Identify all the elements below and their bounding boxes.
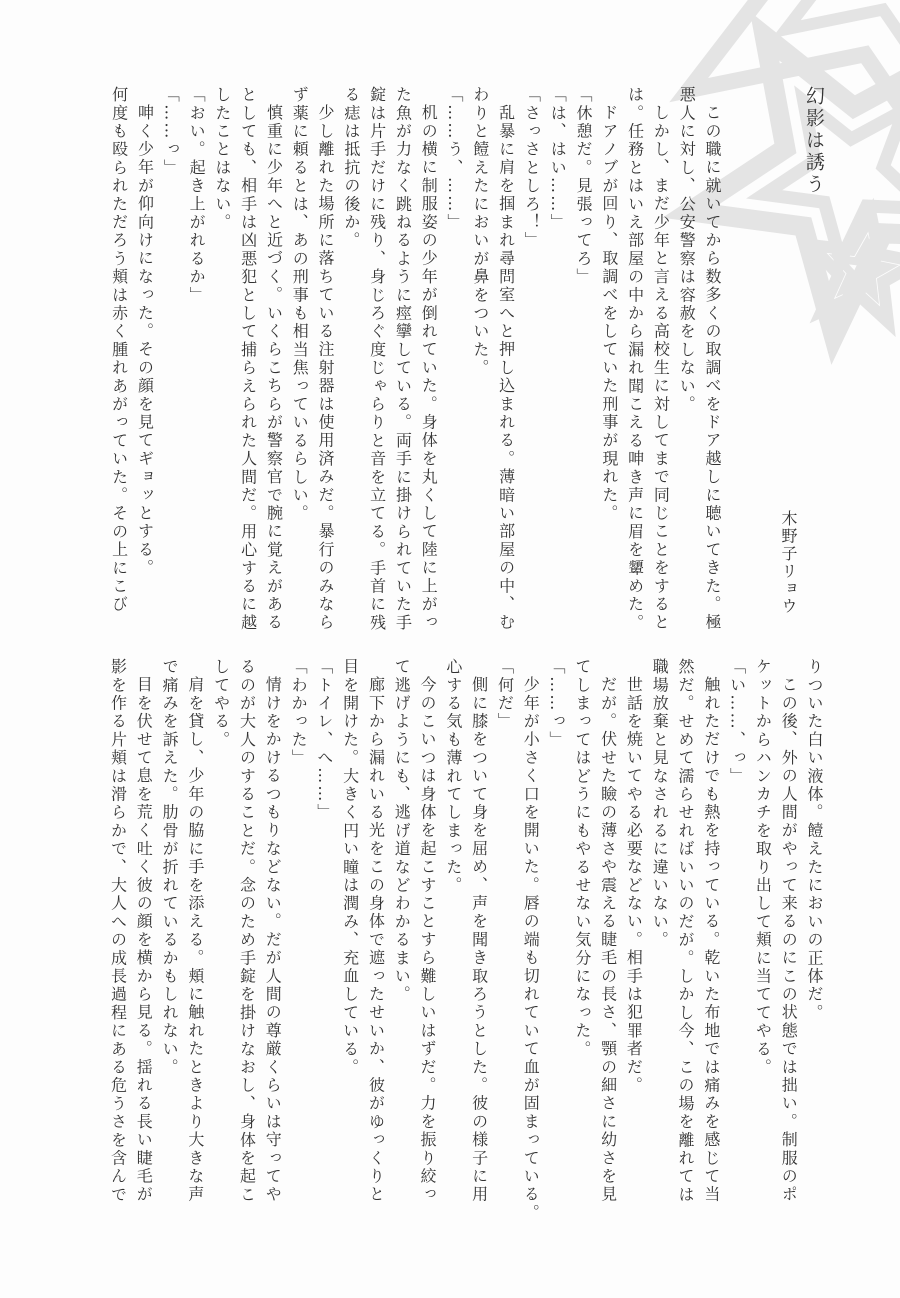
text-line: ケットからハンカチを取り出して頬に当ててやる。 xyxy=(753,658,773,1077)
text-line: 目を開けた。大きく円い瞳は潤み、充血している。 xyxy=(340,658,360,1077)
text-line: 触れただけでも熱を持っている。乾いた布地では痛みを感じて当 xyxy=(701,676,721,1204)
text-line: 影を作る片頬は滑らかで、大人への成長過程にある危うさを含んで xyxy=(108,658,128,1204)
text-line: ドアノブが回り、取調べをしていた刑事が現れた。 xyxy=(599,104,619,523)
text-line: わりと饐えたにおいが鼻をついた。 xyxy=(470,86,490,378)
body-text-top xyxy=(106,86,725,632)
text-line: 「さっさとしろ！」 xyxy=(522,86,542,250)
text-line: この後、外の人間がやって来るのにこの状態では拙い。制服のポ xyxy=(779,676,799,1204)
text-line: 肩を貸し、少年の脇に手を添える。頬に触れたときより大きな声 xyxy=(185,676,205,1204)
text-line: 「……う、……」 xyxy=(445,86,465,232)
text-line: 心する気も薄れてしまった。 xyxy=(443,658,463,895)
text-block-top xyxy=(106,86,827,632)
text-line: 乱暴に肩を掴まれ尋問室へと押し込まれる。薄暗い部屋の中、む xyxy=(496,104,516,632)
text-line: りついた白い液体。饐えたにおいの正体だ。 xyxy=(805,658,824,1022)
text-line: 慎重に少年へと近づく。いくらこちらが警察官で腕に覚えがある xyxy=(264,104,284,632)
text-line: 「い……、っ」 xyxy=(727,658,747,786)
text-line: してやる。 xyxy=(211,658,231,749)
text-line: て逃げようにも、逃げ道などわかるまい。 xyxy=(392,658,412,1004)
text-line: 今のこいつは身体を起こすことすら難しいはずだ。力を振り絞っ xyxy=(418,676,438,1204)
text-line: る痣は抵抗の後か。 xyxy=(341,86,361,250)
body-text-bottom xyxy=(105,658,827,1222)
text-line: 呻く少年が仰向けになった。その顔を見てギョッとする。 xyxy=(135,104,155,578)
author-name: 木野子リョウ xyxy=(779,510,798,615)
text-line: 少年が小さく口を開いた。唇の端も切れていて血が固まっている。 xyxy=(521,676,541,1222)
text-line: 世話を焼いてやる必要などない。相手は犯罪者だ。 xyxy=(624,676,644,1095)
text-line: た魚が力なく跳ねるように痙攣している。両手に掛けられていた手 xyxy=(393,86,413,632)
text-line: てしまってはどうにもやるせない気分になった。 xyxy=(572,658,592,1059)
text-line: 情けをかけるつもりなどない。だが人間の尊厳くらいは守ってや xyxy=(263,676,283,1204)
text-line: ず薬に頼るとは、あの刑事も相当焦っているらしい。 xyxy=(290,86,310,523)
text-line: しかし、まだ少年と言える高校生に対してまで同じことをすると xyxy=(651,104,671,632)
text-line: で痛みを訴えた。肋骨が折れているかもしれない。 xyxy=(160,658,180,1077)
text-line: 「……っ」 xyxy=(161,86,181,177)
text-line: 少し離れた場所に落ちている注射器は使用済みだ。暴行のみなら xyxy=(316,104,336,632)
text-line: は。任務とはいえ部屋の中から漏れ聞こえる呻き声に眉を顰めた。 xyxy=(625,86,645,632)
text-line: 「おい。起き上がれるか」 xyxy=(187,86,207,305)
text-line: だが。伏せた瞼の薄さや震える睫毛の長さ、顎の細さに幼さを見 xyxy=(598,676,618,1204)
text-line: 机の横に制服姿の少年が倒れていた。身体を丸くして陸に上がっ xyxy=(419,104,439,632)
text-line: 目を伏せて息を荒く吐く彼の顔を横から見る。揺れる長い睫毛が xyxy=(134,676,154,1204)
text-line: 「わかった」 xyxy=(289,658,309,768)
text-line: 「……っ」 xyxy=(547,658,567,749)
text-block-bottom xyxy=(105,658,827,1222)
text-line: 「何だ」 xyxy=(495,658,515,731)
text-line: 然だ。せめて濡らせればいいのだが。しかし今、この場を離れては xyxy=(676,658,696,1204)
page-title: 幻影は誘う xyxy=(803,86,825,196)
text-line: るのが大人のすることだ。念のため手錠を掛けなおし、身体を起こ xyxy=(237,658,257,1204)
text-line: 錠は片手だけに残り、身じろぐ度じゃらりと音を立てる。手首に残 xyxy=(367,86,387,632)
text-line: 「は、はい……」 xyxy=(548,86,568,232)
text-line: この職に就いてから数多くの取調べをドア越しに聴いてきた。極 xyxy=(703,104,722,632)
text-line: 側に膝をついて身を屈め、声を聞き取ろうとした。彼の様子に用 xyxy=(469,676,489,1204)
text-line: 職場放棄と見なされるに違いない。 xyxy=(650,658,670,950)
text-line: 何度も殴られただろう頬は赤く腫れあがっていた。その上にこび xyxy=(109,86,129,614)
text-line: したことはない。 xyxy=(212,86,232,232)
text-line: 「トイレ、へ……」 xyxy=(314,658,334,822)
text-line: 悪人に対し、公安警察は容赦をしない。 xyxy=(677,86,697,414)
text-line: 廊下から漏れいる光をこの身体で遮ったせいか、彼がゆっくりと xyxy=(366,676,386,1204)
text-line: 「休憩だ。見張ってろ」 xyxy=(574,86,594,287)
text-line: としても、相手は凶悪犯として捕らえられた人間だ。用心するに越 xyxy=(238,86,258,632)
